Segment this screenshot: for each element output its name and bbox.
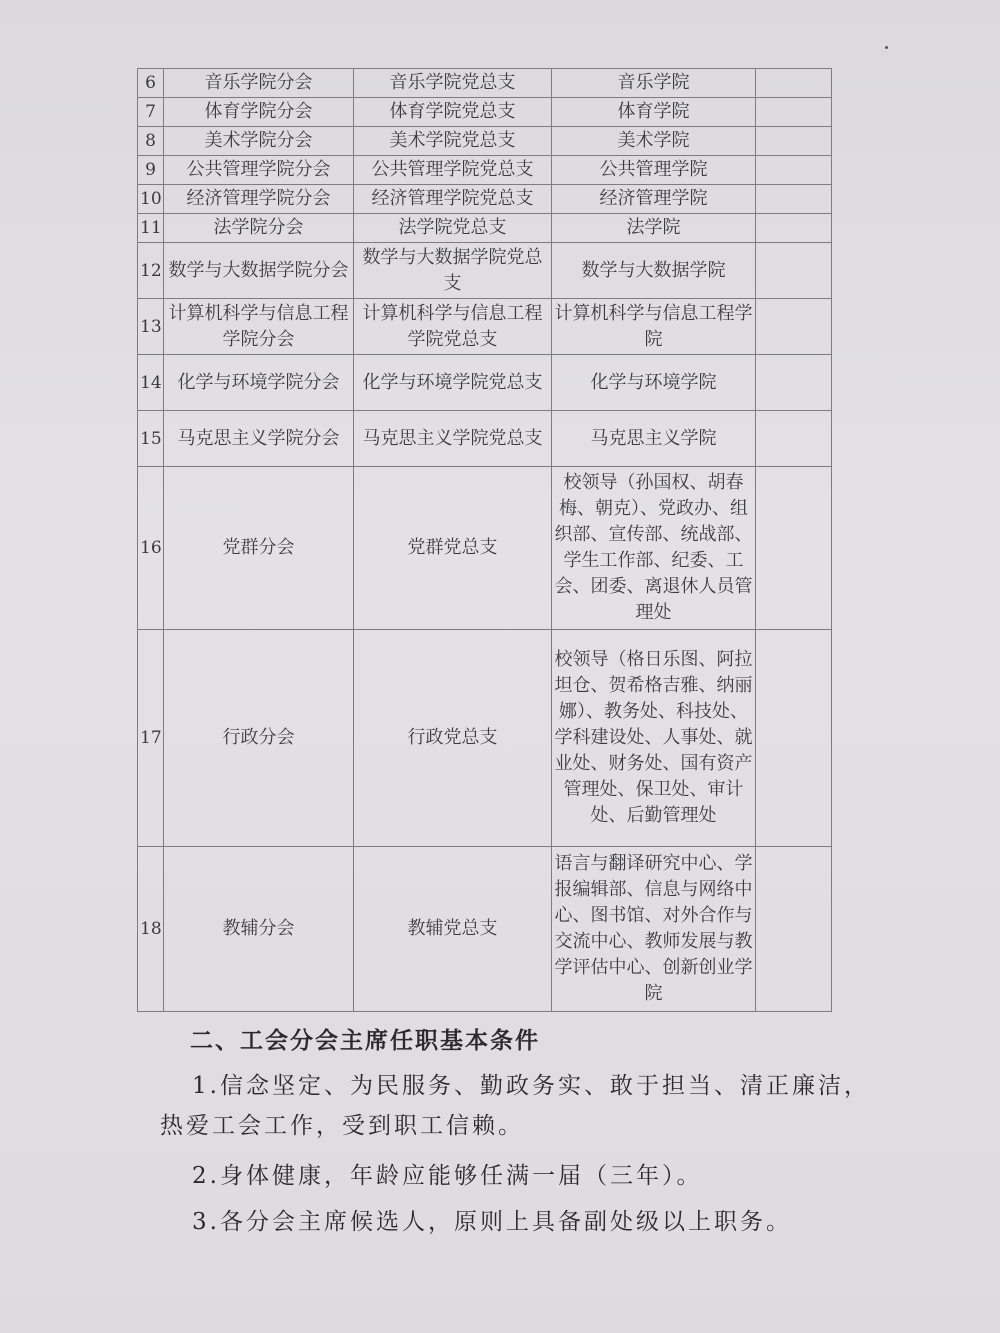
empty-cell [756,127,832,156]
party-branch: 体育学院党总支 [354,98,552,127]
empty-cell [756,355,832,411]
branch-name: 教辅分会 [164,847,354,1012]
section-heading: 二、工会分会主席任职基本条件 [190,1027,540,1054]
table-row [138,411,832,467]
condition-item-2: 2.身体健康，年龄应能够任满一届（三年）。 [192,1163,703,1189]
unit-list: 语言与翻译研究中心、学报编辑部、信息与网络中心、图书馆、对外合作与交流中心、教师发展与教学评估中心、创新创业学院 [552,847,756,1012]
table-row [138,185,832,214]
unit-list: 化学与环境学院 [552,355,756,411]
branch-name: 计算机科学与信息工程学院分会 [164,299,354,355]
party-branch: 计算机科学与信息工程学院党总支 [354,299,552,355]
row-number: 13 [138,299,164,355]
party-branch: 法学院党总支 [354,214,552,243]
unit-list: 美术学院 [552,127,756,156]
branch-name: 公共管理学院分会 [164,156,354,185]
table-body [138,69,832,1012]
condition-item-3: 3.各分会主席候选人，原则上具备副处级以上职务。 [192,1209,792,1235]
table-row [138,243,832,299]
row-number: 14 [138,355,164,411]
row-number: 10 [138,185,164,214]
branch-name: 法学院分会 [164,214,354,243]
party-branch: 数学与大数据学院党总支 [354,243,552,299]
party-branch: 音乐学院党总支 [354,69,552,98]
table-row [138,156,832,185]
table-row [138,98,832,127]
unit-list: 计算机科学与信息工程学院 [552,299,756,355]
unit-list: 马克思主义学院 [552,411,756,467]
row-number: 8 [138,127,164,156]
unit-list: 公共管理学院 [552,156,756,185]
unit-list: 校领导（孙国权、胡春梅、朝克）、党政办、组织部、宣传部、统战部、学生工作部、纪委、工会、团委、离退休人员管理处 [552,467,756,630]
row-number: 12 [138,243,164,299]
empty-cell [756,214,832,243]
row-number: 15 [138,411,164,467]
empty-cell [756,467,832,630]
table-row [138,355,832,411]
empty-cell [756,69,832,98]
empty-cell [756,299,832,355]
unit-list: 校领导（格日乐图、阿拉坦仓、贺希格吉雅、纳丽娜）、教务处、科技处、学科建设处、人事处、就业处、财务处、国有资产管理处、保卫处、审计处、后勤管理处 [552,630,756,847]
table-row [138,127,832,156]
empty-cell [756,156,832,185]
table-row [138,69,832,98]
branch-name: 体育学院分会 [164,98,354,127]
party-branch: 党群党总支 [354,467,552,630]
empty-cell [756,411,832,467]
branch-name: 马克思主义学院分会 [164,411,354,467]
branch-name: 数学与大数据学院分会 [164,243,354,299]
unit-list: 法学院 [552,214,756,243]
row-number: 7 [138,98,164,127]
branch-name: 音乐学院分会 [164,69,354,98]
empty-cell [756,630,832,847]
empty-cell [756,243,832,299]
row-number: 18 [138,847,164,1012]
party-branch: 化学与环境学院党总支 [354,355,552,411]
table-row [138,467,832,630]
row-number: 16 [138,467,164,630]
party-branch: 公共管理学院党总支 [354,156,552,185]
party-branch: 教辅党总支 [354,847,552,1012]
row-number: 11 [138,214,164,243]
table-row [138,847,832,1012]
branch-name: 化学与环境学院分会 [164,355,354,411]
branch-name: 党群分会 [164,467,354,630]
empty-cell [756,847,832,1012]
table-row [138,630,832,847]
row-number: 17 [138,630,164,847]
union-branch-table [137,68,832,1012]
branch-name: 行政分会 [164,630,354,847]
empty-cell [756,185,832,214]
party-branch: 马克思主义学院党总支 [354,411,552,467]
unit-list: 数学与大数据学院 [552,243,756,299]
table-row [138,214,832,243]
row-number: 9 [138,156,164,185]
unit-list: 经济管理学院 [552,185,756,214]
table-row [138,299,832,355]
unit-list: 体育学院 [552,98,756,127]
empty-cell [756,98,832,127]
unit-list: 音乐学院 [552,69,756,98]
condition-item-1: 1.信念坚定、为民服务、勤政务实、敢于担当、清正廉洁，热爱工会工作，受到职工信赖。 [160,1073,870,1139]
party-branch: 经济管理学院党总支 [354,185,552,214]
speck [885,46,888,49]
party-branch: 行政党总支 [354,630,552,847]
branch-name: 美术学院分会 [164,127,354,156]
branch-name: 经济管理学院分会 [164,185,354,214]
party-branch: 美术学院党总支 [354,127,552,156]
row-number: 6 [138,69,164,98]
